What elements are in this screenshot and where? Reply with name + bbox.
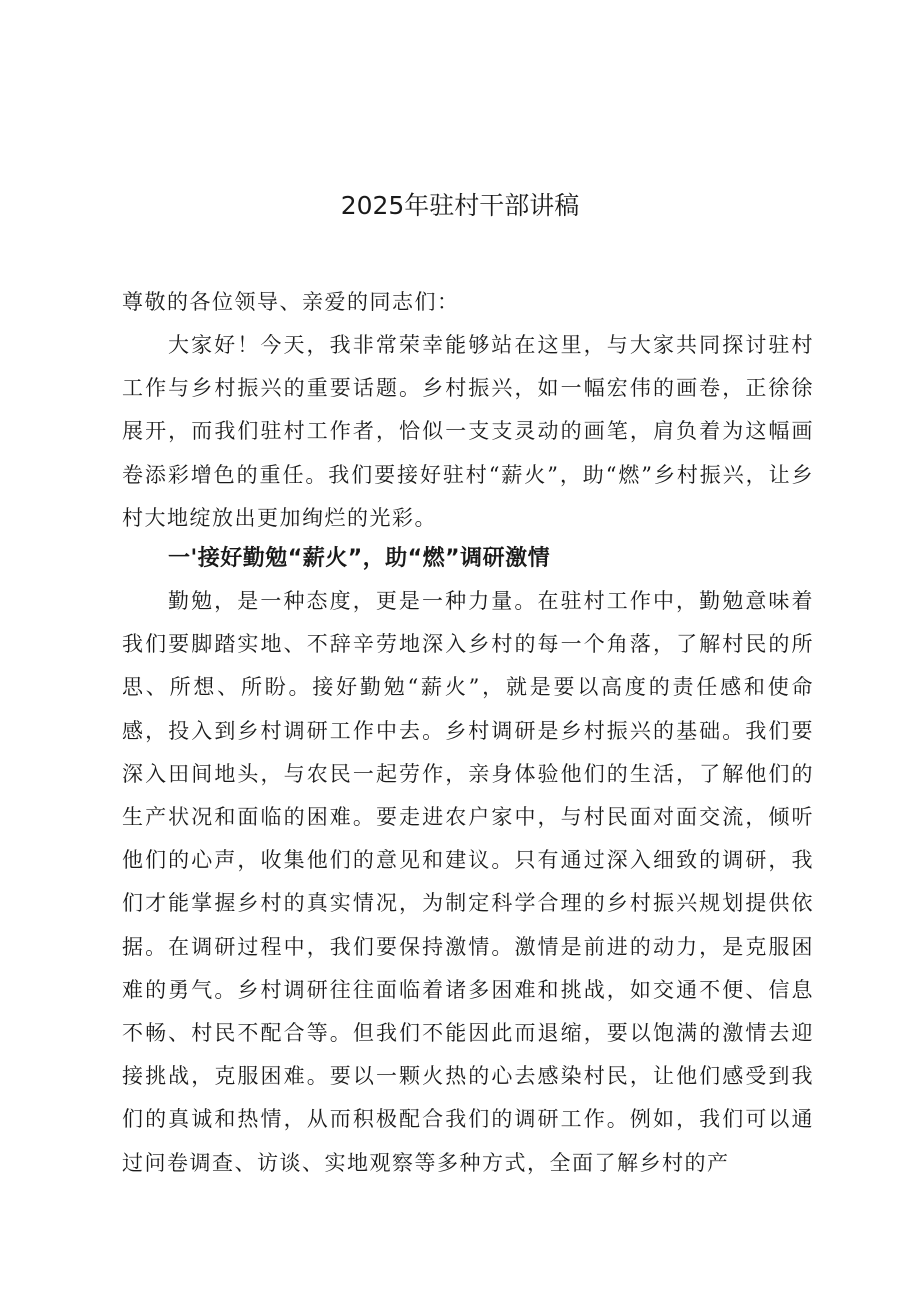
paragraph-intro: 大家好！今天，我非常荣幸能够站在这里，与大家共同探讨驻村工作与乡村振兴的重要话题。乡村振兴，如一幅宏伟的画卷，正徐徐展开，而我们驻村工作者，恰似一支支灵动的画笔，肩负着为这幅画卷添彩增色的重任。我们要接好驻村“薪火”，助“燃”乡村振兴，让乡村大地绽放出更加绚烂的光彩。 [122,333,814,530]
section-heading: 一'接好勤勉“薪火”，助“燃”调研激情 [168,546,551,571]
document-title: 2025年驻村干部讲稿 [340,191,580,220]
salutation: 尊敬的各位领导、亲爱的同志们： [122,290,460,314]
paragraph-section-1: 勤勉，是一种态度，更是一种力量。在驻村工作中，勤勉意味着我们要脚踏实地、不辞辛劳地深入乡村的每一个角落，了解村民的所思、所想、所盼。接好勤勉“薪火”，就是要以高度的责任感和使命感，投入到乡村调研工作中去。乡村调研是乡村振兴的基础。我们要深入田间地头，与农民一起劳作，亲身体验他们的生活，了解他们的生产状况和面临的困难。要走进农户家中，与村民面对面交流，倾听他们的心声，收集他们的意见和建议。只有通过深入细致的调研，我们才能掌握乡村的真实情况，为制定科学合理的乡村振兴规划提供依据。在调研过程中，我们要保持激情。激情是前进的动力，是克服困难的勇气。乡村调研往往面临着诸多困难和挑战，如交通不便、信息不畅、村民不配合等。但我们不能因此而退缩，要以饱满的激情去迎接挑战，克服困难。要以一颗火热的心去感染村民，让他们感受到我们的真诚和热情，从而积极配合我们的调研工作。例如，我们可以通过问卷调查、访谈、实地观察等多种方式，全面了解乡村的产 [122,589,814,1175]
